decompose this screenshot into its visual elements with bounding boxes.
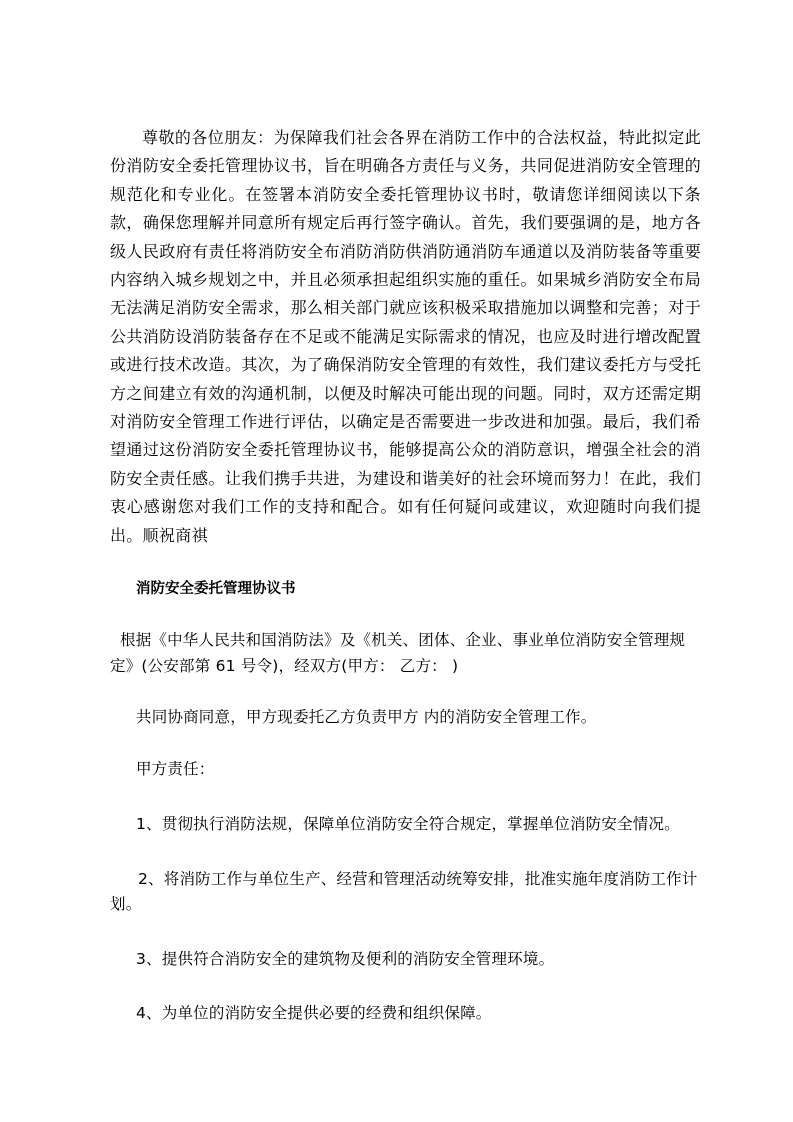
document-title: 消防安全委托管理协议书 — [136, 581, 296, 598]
item-number: 3、 — [136, 949, 162, 968]
item-text: 贯彻执行消防法规，保障单位消防安全符合规定，掌握单位消防安全情况。 — [161, 815, 680, 834]
responsibility-item-4 — [110, 1001, 701, 1027]
party-a-responsibilities-heading: 甲方责任： — [136, 759, 215, 778]
responsibility-item-2 — [110, 867, 701, 918]
legal-basis-paragraph: 根据《中华人民共和国消防法》及《机关、团体、企业、事业单位消防安全管理规定》(公安部第 61 号令)，经双方(甲方： 乙方： ) — [110, 631, 686, 675]
intro-paragraph: 尊敬的各位朋友：为保障我们社会各界在消防工作中的合法权益，特此拟定此份消防安全委托管理协议书，旨在明确各方责任与义务，共同促进消防安全管理的规范化和专业化。在签署本消防安全委托管理协议书时，敬请您详细阅读以下条款，确保您理解并同意所有规定后再行签字确认。首先，我们要强调的是，地方各级人民政府有责任将消防安全布消防消防供消防通消防车通道以及消防装备等重要内容纳入城乡规划之中，并且必须承担起组织实施的重任。如果城乡消防安全布局无法满足消防安全需求，那么相关部门就应该积极采取措施加以调整和完善；对于公共消防设消防装备存在不足或不能满足实际需求的情况，也应及时进行增改配置或进行技术改造。其次，为了确保消防安全管理的有效性，我们建议委托方与受托方之间建立有效的沟通机制，以便及时解决可能出现的问题。同时，双方还需定期对消防安全管理工作进行评估，以确定是否需要进一步改进和加强。最后，我们希望通过这份消防安全委托管理协议书，能够提高公众的消防意识，增强全社会的消防安全责任感。让我们携手共进，为建设和谐美好的社会环境而努力！在此，我们衷心感谢您对我们工作的支持和配合。如有任何疑问或建议，欢迎随时向我们提出。顺祝商祺 — [110, 128, 701, 545]
item-text: 提供符合消防安全的建筑物及便利的消防安全管理环境。 — [161, 949, 555, 968]
responsibility-item-3 — [110, 947, 701, 973]
item-text: 将消防工作与单位生产、经营和管理活动统筹安排，批准实施年度消防工作计划。 — [110, 869, 698, 914]
agreement-paragraph: 共同协商同意，甲方现委托乙方负责甲方 内的消防安全管理工作。 — [136, 708, 597, 727]
item-number: 1、 — [136, 815, 162, 834]
responsibility-item-1 — [110, 812, 701, 838]
item-number: 2、 — [138, 869, 164, 888]
item-text: 为单位的消防安全提供必要的经费和组织保障。 — [161, 1004, 492, 1023]
item-number: 4、 — [136, 1004, 162, 1023]
